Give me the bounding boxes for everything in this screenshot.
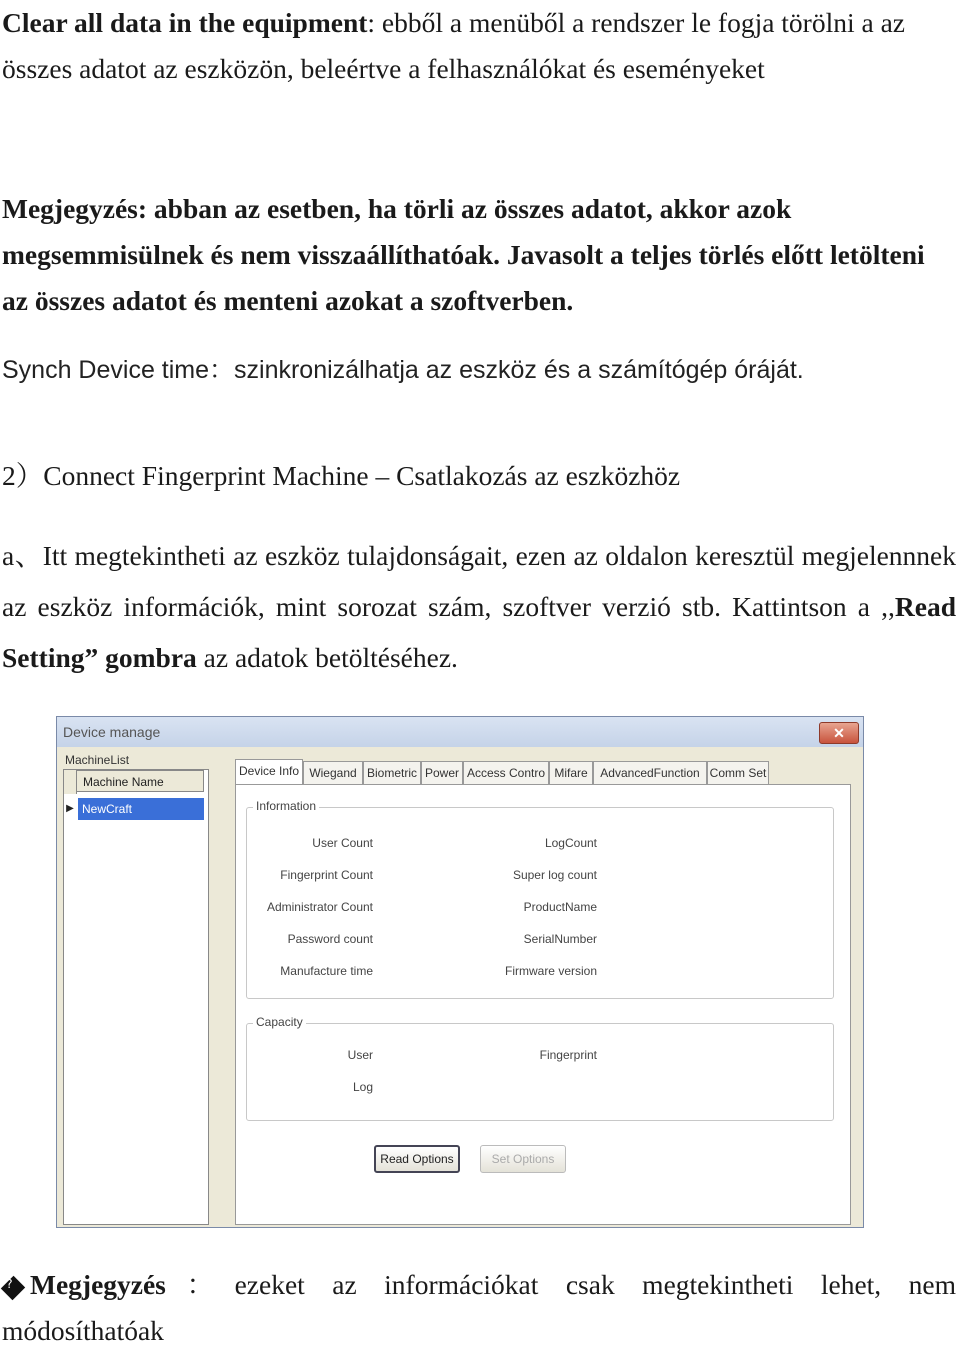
device-info-text: a、Itt megtekintheti az eszköz tulajdonságait, ezen az oldalon keresztül megjelennnek az eszköz információk, mint sorozat szám, szoftver verzió stb. Kattintson a ,,: [2, 540, 956, 622]
user-count-label: User Count: [312, 836, 373, 850]
clear-all-data-text: : ebből a menüből a rendszer le fogja törölni a az összes adatot az eszközön, beleértve a felhasználókat és eseményeket: [2, 7, 905, 84]
clear-all-data-heading: Clear all data in the equipment: [2, 7, 368, 38]
device-info-paragraph: [2, 530, 956, 683]
password-count-label: Password count: [287, 932, 373, 946]
close-button[interactable]: ✕: [819, 722, 859, 744]
tab-device-info[interactable]: Device Info: [235, 759, 303, 784]
firmware-version-label: Firmware version: [504, 964, 597, 978]
read-setting-emphasis: Read Setting” gombra: [2, 591, 956, 673]
synch-device-time-paragraph: Synch Device time：szinkronizálhatja az eszköz és a számítógép óráját.: [2, 356, 804, 384]
tab-power[interactable]: Power: [421, 761, 463, 784]
device-info-text-end: az adatok betöltéséhez.: [196, 642, 458, 673]
serial-number-label: SerialNumber: [523, 932, 597, 946]
information-group: [246, 799, 834, 999]
machine-list-header: [64, 770, 208, 794]
final-note-paragraph: [2, 1262, 956, 1354]
row-pointer-icon: ▶: [66, 803, 74, 814]
window-title: Device manage: [63, 724, 161, 740]
device-manage-window: [56, 716, 864, 1228]
table-row[interactable]: [64, 798, 208, 820]
log-count-label: LogCount: [544, 836, 597, 850]
fingerprint-count-label: Fingerprint Count: [280, 868, 373, 882]
capacity-group: [246, 1015, 834, 1121]
tab-comm-set[interactable]: Comm Set: [707, 761, 769, 784]
log-capacity-label: Log: [352, 1080, 373, 1094]
machine-list-label: MachineList: [65, 753, 130, 767]
bullet-glyph: ?: [6, 1276, 13, 1291]
super-log-count-label: Super log count: [512, 868, 597, 882]
machine-name-cell[interactable]: NewCraft: [78, 798, 204, 820]
manufacture-time-label: Manufacture time: [280, 964, 373, 978]
tab-biometric[interactable]: Biometric: [363, 761, 421, 784]
paragraph-clear-all-data: [2, 0, 956, 92]
machine-list-grid[interactable]: [63, 769, 209, 1225]
capacity-legend: Capacity: [253, 1015, 306, 1029]
window-titlebar: [57, 717, 863, 747]
read-options-button[interactable]: Read Options: [374, 1145, 460, 1173]
warning-bullet-icon: [1, 1275, 25, 1299]
tab-mifare[interactable]: Mifare: [549, 761, 593, 784]
tab-access-control[interactable]: Access Contro: [463, 761, 549, 784]
product-name-label: ProductName: [523, 900, 597, 914]
tab-advanced-function[interactable]: AdvancedFunction: [593, 761, 707, 784]
fingerprint-capacity-label: Fingerprint: [539, 1048, 597, 1062]
information-legend: Information: [253, 799, 319, 813]
administrator-count-label: Administrator Count: [266, 900, 373, 914]
deletion-warning-paragraph: Megjegyzés: abban az esetben, ha törli az összes adatot, akkor azok megsemmisülnek és nem visszaállíthatóak. Javasolt a teljes törlés előtt letölteni az összes adatot és menteni azokat a szoftverben.: [2, 193, 925, 316]
device-info-panel: [235, 784, 851, 1225]
user-capacity-label: User: [347, 1048, 373, 1062]
tab-wiegand[interactable]: Wiegand: [303, 761, 363, 784]
final-note-text: ：ezeket az információkat csak megtekintheti lehet, nem módosíthatóak: [2, 1269, 956, 1346]
connect-fingerprint-heading: 2）Connect Fingerprint Machine – Csatlakozás az eszközhöz: [2, 460, 681, 491]
set-options-button[interactable]: Set Options: [480, 1145, 566, 1173]
final-note-heading: Megjegyzés: [30, 1269, 166, 1300]
machine-name-column-header[interactable]: Machine Name: [76, 770, 204, 792]
